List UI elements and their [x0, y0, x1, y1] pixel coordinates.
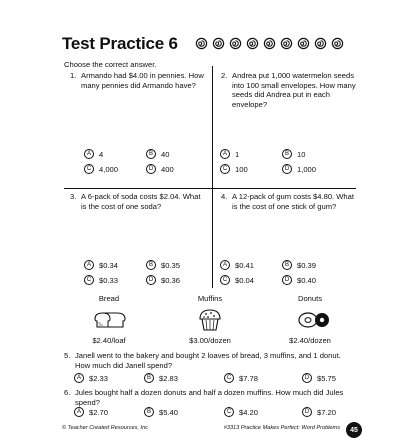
answer-option[interactable] — [74, 373, 108, 383]
question-2-options — [220, 149, 360, 175]
answer-option[interactable] — [224, 407, 258, 417]
option-bubble[interactable]: C — [224, 407, 234, 417]
bakery-price-list — [64, 294, 356, 348]
option-bubble[interactable]: C — [84, 275, 94, 285]
question-text: Jules bought half a dozen donuts and half a dozen muffins. How much did Jules spend? — [75, 388, 344, 407]
option-bubble[interactable]: B — [144, 373, 154, 383]
question-number: 4. — [221, 192, 228, 201]
answer-option[interactable] — [282, 164, 316, 174]
spiral-icon — [212, 37, 225, 50]
spiral-icon — [297, 37, 310, 50]
option-bubble[interactable]: D — [146, 164, 156, 174]
option-value: $0.34 — [99, 260, 119, 270]
option-value: $2.70 — [89, 407, 109, 417]
option-bubble[interactable]: B — [282, 260, 292, 270]
spiral-icon — [280, 37, 293, 50]
question-text: Armando had $4.00 in pennies. How many pennies did Armando have? — [81, 71, 204, 90]
question-number: 5. — [64, 351, 71, 360]
question-text: A 12-pack of gum costs $4.80. What is the cost of one stick of gum? — [232, 192, 354, 211]
question-text: A 6-pack of soda costs $2.04. What is the cost of one soda? — [81, 192, 201, 211]
spiral-icon — [229, 37, 242, 50]
copyright-text: © Teacher Created Resources, Inc — [62, 425, 148, 431]
option-value: $7.20 — [317, 407, 337, 417]
answer-option[interactable] — [84, 149, 103, 159]
option-value: $0.39 — [297, 260, 317, 270]
option-value: 400 — [161, 164, 174, 174]
option-value: $5.40 — [159, 407, 179, 417]
question-6 — [64, 388, 356, 408]
answer-option[interactable] — [302, 407, 336, 417]
answer-option[interactable] — [84, 260, 118, 270]
answer-option[interactable] — [84, 275, 118, 285]
answer-option[interactable] — [224, 373, 258, 383]
answer-option[interactable] — [220, 275, 254, 285]
option-value: 1 — [235, 149, 240, 159]
option-bubble[interactable]: A — [74, 407, 84, 417]
option-bubble[interactable]: B — [146, 260, 156, 270]
option-value: $2.33 — [89, 373, 109, 383]
option-bubble[interactable]: D — [282, 164, 292, 174]
answer-option[interactable] — [302, 373, 336, 383]
option-bubble[interactable]: A — [84, 260, 94, 270]
option-value: $0.41 — [235, 260, 255, 270]
option-value: $4.20 — [239, 407, 259, 417]
price-item-name: Bread — [98, 294, 120, 303]
option-bubble[interactable]: A — [220, 260, 230, 270]
option-bubble[interactable]: B — [146, 149, 156, 159]
option-value: $0.40 — [297, 275, 317, 285]
price-value: $2.40/dozen — [289, 336, 331, 345]
option-bubble[interactable]: A — [220, 149, 230, 159]
question-text: Andrea put 1,000 watermelon seeds into 100 small envelopes. How many seeds did Andrea put in each envelope? — [232, 71, 356, 109]
answer-option[interactable] — [84, 164, 118, 174]
page-header — [62, 34, 362, 56]
option-bubble[interactable]: B — [282, 149, 292, 159]
page-footer — [62, 423, 362, 437]
grid-divider-vertical — [212, 66, 213, 288]
page-number: 45 — [346, 422, 362, 438]
option-value: $0.36 — [161, 275, 181, 285]
answer-option[interactable] — [282, 260, 316, 270]
bread-icon — [92, 310, 128, 330]
option-value: 4 — [99, 149, 104, 159]
option-bubble[interactable]: C — [220, 164, 230, 174]
option-bubble[interactable]: D — [146, 275, 156, 285]
option-value: 40 — [161, 149, 170, 159]
answer-option[interactable] — [282, 275, 316, 285]
option-value: $0.35 — [161, 260, 181, 270]
option-value: $7.78 — [239, 373, 259, 383]
spiral-icon — [195, 37, 208, 50]
question-number: 3. — [70, 192, 77, 201]
answer-option[interactable] — [220, 164, 248, 174]
spiral-decoration — [195, 37, 344, 50]
option-bubble[interactable]: D — [282, 275, 292, 285]
question-1 — [70, 71, 208, 111]
price-value: $2.40/loaf — [92, 336, 126, 345]
answer-option[interactable] — [146, 260, 180, 270]
donut-icon — [296, 311, 332, 329]
question-1-options — [84, 149, 224, 175]
option-bubble[interactable]: D — [302, 373, 312, 383]
option-bubble[interactable]: A — [74, 373, 84, 383]
question-4 — [221, 192, 359, 222]
grid-divider-horizontal — [64, 188, 356, 189]
option-value: 10 — [297, 149, 306, 159]
price-item-name: Muffins — [197, 294, 223, 303]
answer-option[interactable] — [146, 149, 169, 159]
spiral-icon — [263, 37, 276, 50]
option-value: $2.83 — [159, 373, 179, 383]
answer-option[interactable] — [282, 149, 305, 159]
muffin-icon — [198, 308, 222, 332]
answer-option[interactable] — [74, 407, 108, 417]
option-bubble[interactable]: B — [144, 407, 154, 417]
answer-option[interactable] — [146, 275, 180, 285]
answer-option[interactable] — [220, 149, 239, 159]
question-number: 6. — [64, 388, 71, 397]
spiral-icon — [331, 37, 344, 50]
option-bubble[interactable]: A — [84, 149, 94, 159]
answer-option[interactable] — [144, 373, 178, 383]
option-bubble[interactable]: C — [220, 275, 230, 285]
option-value: $5.75 — [317, 373, 337, 383]
price-item-name: Donuts — [297, 294, 323, 303]
question-2 — [221, 71, 359, 111]
question-grid — [64, 66, 356, 288]
answer-option[interactable] — [144, 407, 178, 417]
option-value: 1,000 — [297, 164, 317, 174]
question-4-options — [220, 260, 360, 286]
spiral-icon — [246, 37, 259, 50]
question-6-options — [64, 407, 356, 419]
question-text: Janell went to the bakery and bought 2 loaves of bread, 3 muffins, and 1 donut. How much did Janell spend? — [75, 351, 341, 370]
question-number: 2. — [221, 71, 228, 80]
question-3-options — [84, 260, 224, 286]
option-value: 100 — [235, 164, 248, 174]
page-title: Test Practice 6 — [62, 34, 178, 53]
question-3 — [70, 192, 208, 222]
option-value: $0.04 — [235, 275, 255, 285]
book-reference: #3313 Practice Makes Perfect: Word Problems — [223, 425, 340, 431]
answer-option[interactable] — [146, 164, 174, 174]
instructions: Choose the correct answer. — [64, 60, 157, 69]
price-value: $3.00/dozen — [189, 336, 231, 345]
question-number: 1. — [70, 71, 77, 80]
spiral-icon — [314, 37, 327, 50]
option-value: 4,000 — [99, 164, 119, 174]
option-value: $0.33 — [99, 275, 119, 285]
question-5-options — [64, 373, 356, 385]
option-bubble[interactable]: C — [84, 164, 94, 174]
answer-option[interactable] — [220, 260, 254, 270]
option-bubble[interactable]: D — [302, 407, 312, 417]
question-5 — [64, 351, 356, 371]
option-bubble[interactable]: C — [224, 373, 234, 383]
